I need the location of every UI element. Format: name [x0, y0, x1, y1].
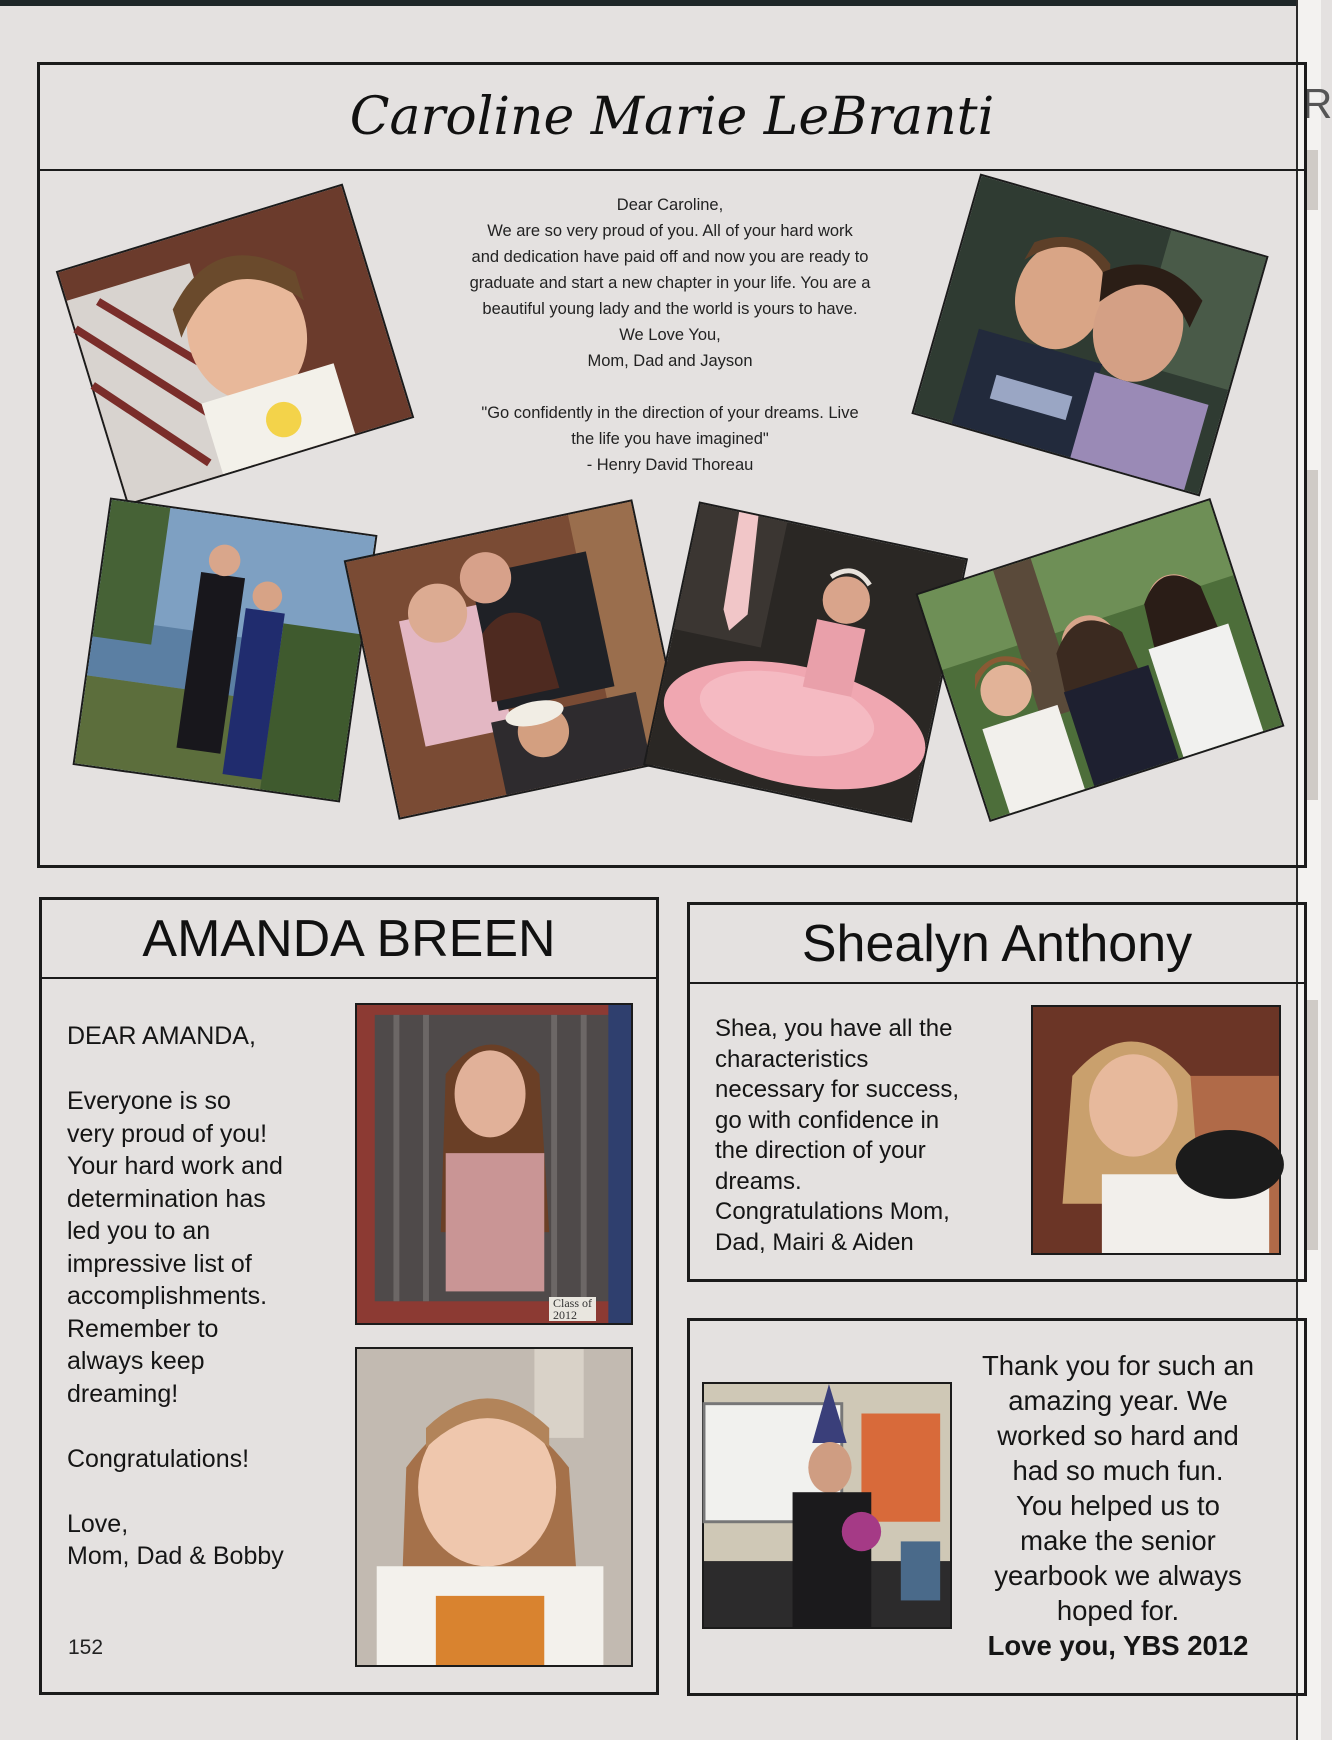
message-line: Remember to: [67, 1314, 219, 1343]
photo-prom-couple: [73, 498, 378, 803]
page-top-edge: [0, 0, 1319, 6]
message-line: characteristics: [715, 1045, 869, 1073]
photo-ballerina: [643, 501, 968, 822]
photo-shealyn: [1031, 1005, 1281, 1255]
photo-caption: [549, 1297, 596, 1321]
message-line: yearbook we always: [994, 1560, 1242, 1591]
caption-line: Class of: [553, 1296, 592, 1310]
photo-amanda-teen: [355, 1003, 633, 1325]
shealyn-message: [715, 1014, 995, 1258]
message-line: led you to an: [67, 1217, 211, 1245]
letter-line: We Love You,: [619, 326, 721, 344]
letter-line: and dedication have paid off and now you are ready to: [471, 248, 869, 266]
message-line: dreaming!: [67, 1379, 179, 1408]
message-line: worked so hard and: [997, 1420, 1239, 1451]
page-number: 152: [68, 1636, 104, 1659]
message-line: go with confidence in: [715, 1106, 940, 1134]
amanda-header: [42, 900, 656, 979]
letter-line: We are so very proud of you. All of your hard work: [487, 222, 853, 240]
message-line: Your hard work and: [67, 1152, 283, 1180]
message-line: necessary for success,: [715, 1076, 960, 1103]
letter-line: Mom, Dad and Jayson: [587, 352, 753, 370]
message-line: impressive list of: [67, 1249, 252, 1278]
message-line: Congratulations Mom,: [715, 1198, 950, 1225]
message-line: the direction of your: [715, 1137, 926, 1164]
caroline-letter: [430, 192, 910, 478]
ybs-signature: Love you, YBS 2012: [987, 1630, 1249, 1661]
message-line: had so much fun.: [1012, 1455, 1224, 1486]
amanda-title: AMANDA BREEN: [142, 909, 556, 968]
caroline-title: Caroline Marie LeBranti: [349, 87, 995, 147]
ybs-message: [958, 1348, 1278, 1663]
shealyn-title: Shealyn Anthony: [801, 914, 1193, 973]
message-line: very proud of you!: [67, 1119, 268, 1148]
message-line: hoped for.: [1056, 1595, 1180, 1626]
shealyn-header: [690, 905, 1304, 984]
message-line: You helped us to: [1016, 1490, 1220, 1521]
letter-line: graduate and start a new chapter in your life. You are a: [469, 274, 871, 292]
letter-line: beautiful young lady and the world is yours to have.: [482, 300, 858, 318]
caption-line: 2012: [553, 1308, 577, 1322]
amanda-message: [67, 1020, 337, 1573]
message-line: DEAR AMANDA,: [67, 1022, 256, 1050]
message-line: Shea, you have all the: [715, 1015, 953, 1042]
message-line: amazing year. We: [1008, 1385, 1228, 1416]
photo-party-teacher: [702, 1382, 952, 1629]
letter-line: Dear Caroline,: [616, 196, 724, 214]
message-line: always keep: [67, 1347, 205, 1375]
message-line: Love,: [67, 1509, 129, 1538]
photo-amanda-child: [355, 1347, 633, 1667]
message-line: [67, 1410, 337, 1443]
message-line: Dad, Mairi & Aiden: [715, 1228, 914, 1256]
caroline-header: [40, 65, 1304, 171]
quote-attribution: - Henry David Thoreau: [586, 456, 754, 474]
quote-line: the life you have imagined": [571, 430, 769, 448]
message-line: Mom, Dad & Bobby: [67, 1542, 284, 1570]
message-line: determination has: [67, 1184, 266, 1213]
message-line: accomplishments.: [67, 1282, 268, 1310]
message-line: make the senior: [1020, 1525, 1216, 1556]
message-line: [67, 1053, 337, 1086]
message-line: Congratulations!: [67, 1444, 250, 1473]
message-line: [67, 1475, 337, 1508]
message-line: Thank you for such an: [981, 1350, 1255, 1381]
adjacent-page-letter: R: [1302, 80, 1332, 127]
quote-line: "Go confidently in the direction of your dreams. Live: [481, 404, 859, 422]
message-line: Everyone is so: [67, 1087, 231, 1115]
letter-line: [430, 374, 910, 400]
message-line: dreams.: [715, 1167, 802, 1195]
